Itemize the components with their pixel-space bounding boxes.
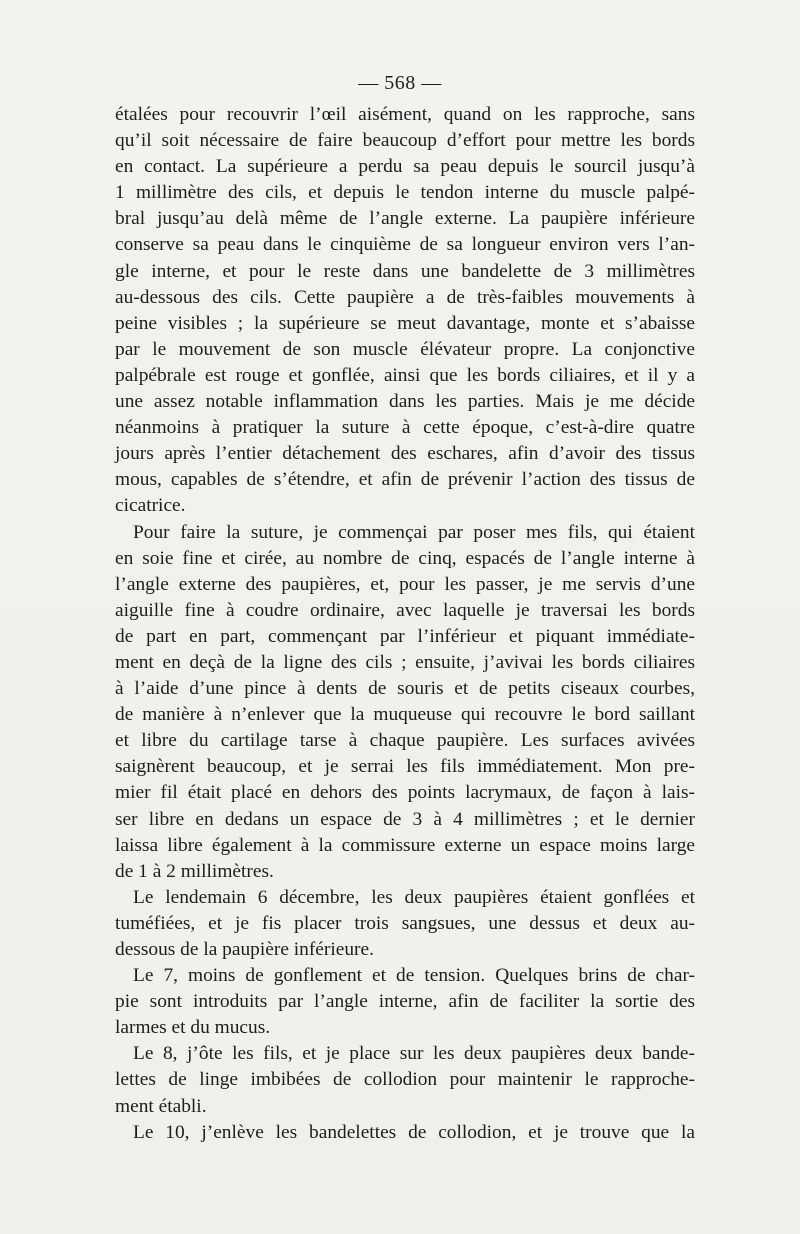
- text-line: pie sont introduits par l’angle interne, afin de faciliter la sortie des: [115, 991, 695, 1013]
- text-line: une assez notable inflammation dans les parties. Mais je me décide: [115, 391, 695, 413]
- page-number: — 568 —: [358, 72, 442, 94]
- text-line: de 1 à 2 millimètres.: [115, 860, 274, 882]
- text-line: laissa libre également à la commissure externe un espace moins large: [115, 834, 695, 856]
- text-line: 1 millimètre des cils, et depuis le tendon interne du muscle palpé-: [115, 182, 695, 204]
- text-line: gle interne, et pour le reste dans une bandelette de 3 millimètres: [115, 260, 695, 282]
- text-line: palpébrale est rouge et gonflée, ainsi que les bords ciliaires, et il y a: [115, 364, 695, 386]
- text-line: néanmoins à pratiquer la suture à cette époque, c’est-à-dire quatre: [115, 417, 695, 439]
- text-line: en contact. La supérieure a perdu sa peau depuis le sourcil jusqu’à: [115, 156, 695, 178]
- text-line: ment établi.: [115, 1095, 207, 1117]
- text-line: qu’il soit nécessaire de faire beaucoup d’effort pour mettre les bords: [115, 130, 695, 152]
- text-line: Le 7, moins de gonflement et de tension. Quelques brins de char-: [133, 965, 695, 987]
- text-line: Le 8, j’ôte les fils, et je place sur les deux paupières deux bande-: [133, 1043, 695, 1065]
- text-line: larmes et du mucus.: [115, 1017, 271, 1039]
- text-line: et libre du cartilage tarse à chaque paupière. Les surfaces avivées: [115, 730, 695, 752]
- text-line: peine visibles ; la supérieure se meut davantage, monte et s’abaisse: [115, 312, 695, 334]
- text-line: saignèrent beaucoup, et je serrai les fils immédiatement. Mon pre-: [115, 756, 695, 778]
- text-line: conserve sa peau dans le cinquième de sa longueur environ vers l’an-: [115, 234, 695, 256]
- text-line: de part en part, commençant par l’inférieur et piquant immédiate-: [115, 625, 695, 647]
- text-line: Pour faire la suture, je commençai par poser mes fils, qui étaient: [133, 521, 695, 543]
- text-line: étalées pour recouvrir l’œil aisément, quand on les rapproche, sans: [115, 104, 695, 125]
- text-line: ser libre en dedans un espace de 3 à 4 millimètres ; et le dernier: [115, 808, 695, 830]
- text-line: Le lendemain 6 décembre, les deux paupières étaient gonflées et: [133, 886, 695, 908]
- body-text: [115, 102, 695, 1146]
- text-line: de manière à n’enlever que la muqueuse qui recouvre le bord saillant: [115, 704, 695, 726]
- text-line: Le 10, j’enlève les bandelettes de collodion, et je trouve que la: [133, 1121, 695, 1143]
- text-line: mier fil était placé en dehors des points lacrymaux, de façon à lais-: [115, 782, 695, 804]
- text-line: jours après l’entier détachement des eschares, afin d’avoir des tissus: [115, 443, 695, 465]
- text-line: bral jusqu’au delà même de l’angle externe. La paupière inférieure: [115, 208, 695, 230]
- text-line: lettes de linge imbibées de collodion pour maintenir le rapproche-: [115, 1069, 695, 1091]
- text-line: par le mouvement de son muscle élévateur propre. La conjonctive: [115, 338, 695, 360]
- text-line: ment en deçà de la ligne des cils ; ensuite, j’avivai les bords ciliaires: [115, 651, 695, 673]
- text-line: dessous de la paupière inférieure.: [115, 939, 374, 960]
- text-line: en soie fine et cirée, au nombre de cinq, espacés de l’angle interne à: [115, 547, 695, 569]
- text-line: au-dessous des cils. Cette paupière a de très-faibles mouvements à: [115, 286, 695, 308]
- text-line: mous, capables de s’étendre, et afin de prévenir l’action des tissus de: [115, 469, 695, 491]
- text-line: l’angle externe des paupières, et, pour les passer, je me servis d’une: [115, 573, 695, 595]
- text-line: tuméfiées, et je fis placer trois sangsues, une dessus et deux au-: [115, 912, 695, 934]
- text-line: cicatrice.: [115, 495, 186, 517]
- text-line: à l’aide d’une pince à dents de souris et de petits ciseaux courbes,: [115, 678, 695, 700]
- text-line: aiguille fine à coudre ordinaire, avec laquelle je traversai les bords: [115, 599, 695, 621]
